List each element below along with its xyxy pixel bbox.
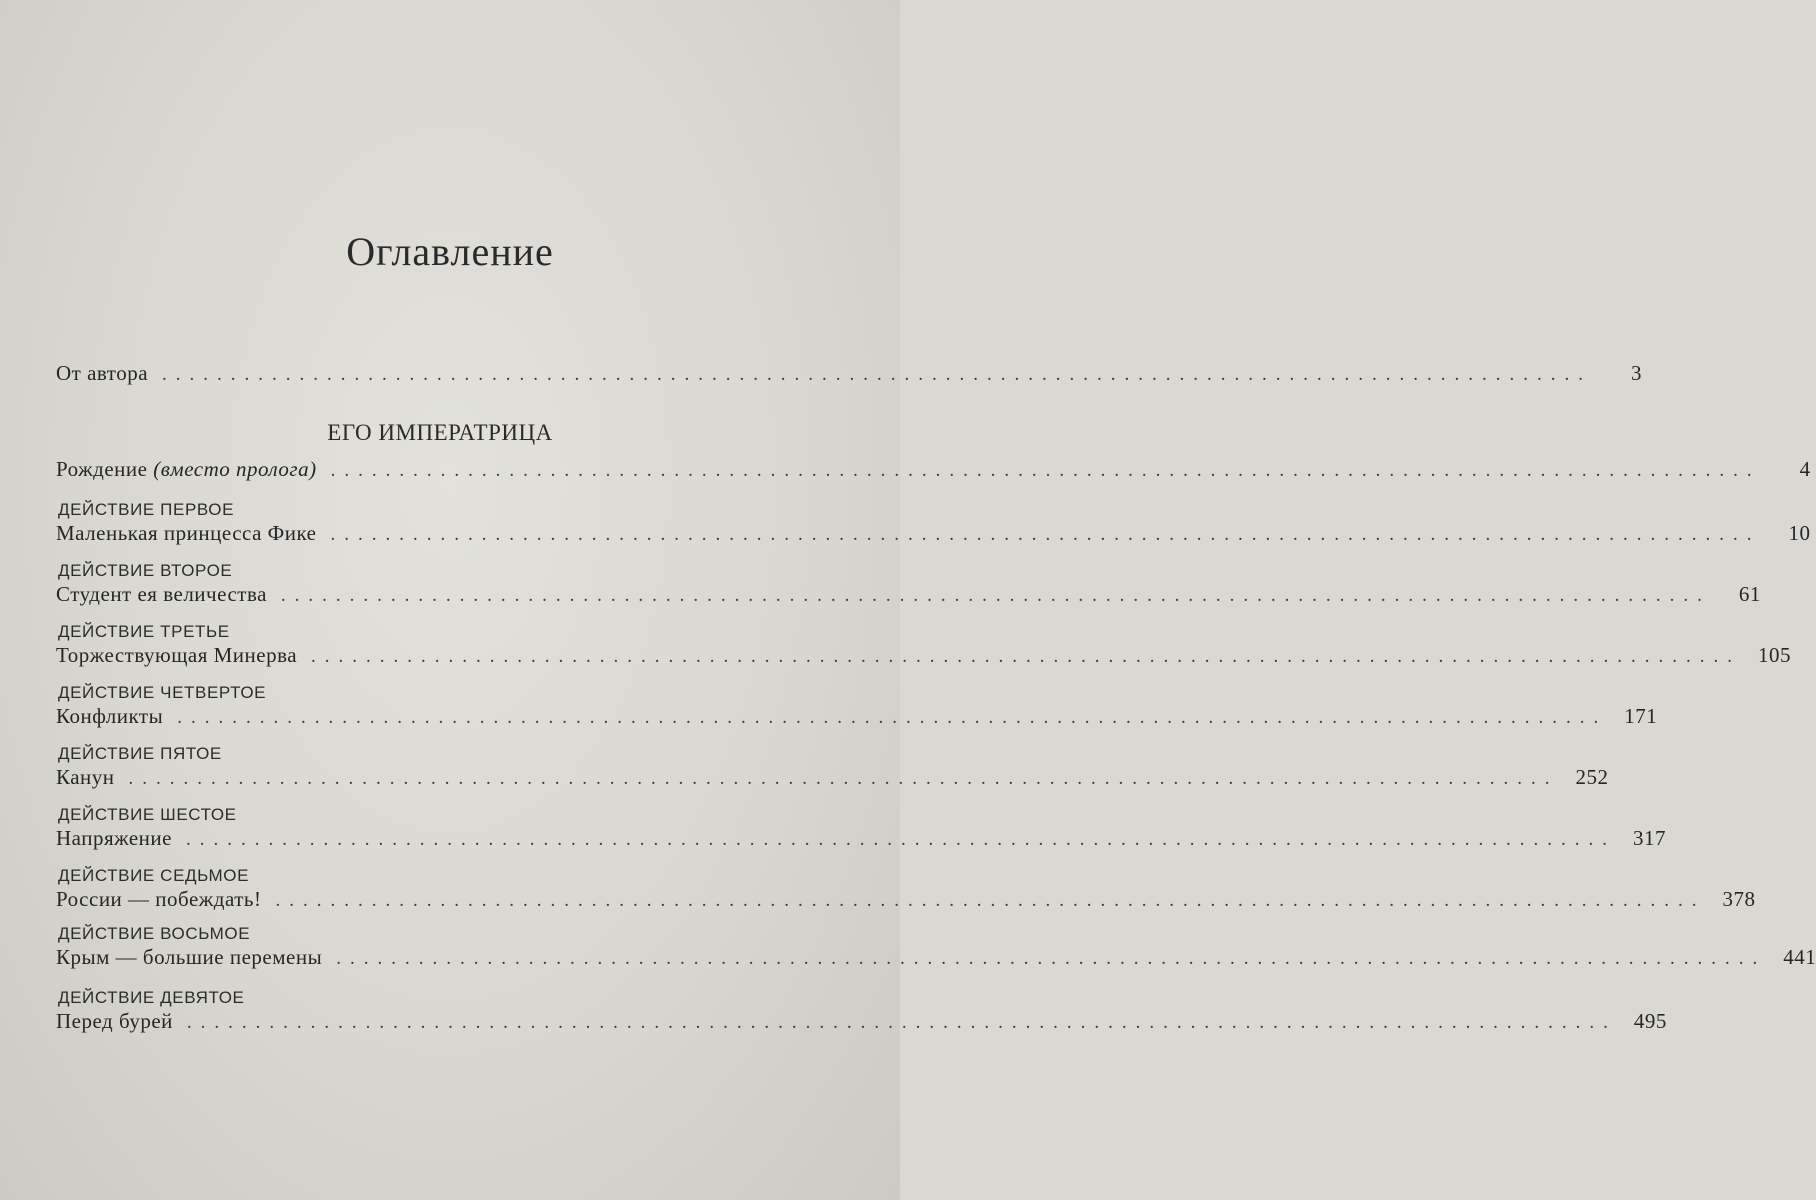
act-label: ДЕЙСТВИЕ ПЯТОЕ	[58, 744, 222, 763]
toc-line	[56, 1008, 1667, 1036]
page-number: 441	[1783, 945, 1816, 969]
act-label: ДЕЙСТВИЕ ЧЕТВЕРТОЕ	[58, 683, 267, 702]
dot-leader: ........................................................................................................	[336, 948, 1767, 969]
toc-entry-act-6	[56, 805, 1666, 853]
act-label: ДЕЙСТВИЕ ТРЕТЬЕ	[58, 622, 230, 641]
entry-title-italic: (вместо пролога)	[153, 457, 317, 481]
dot-leader: ........................................................................................................	[280, 585, 1711, 606]
toc-entry-act-3	[56, 622, 1792, 670]
toc-entry-act-8	[56, 924, 1816, 972]
toc-line	[56, 764, 1609, 792]
page-number: 4	[1799, 457, 1811, 481]
dot-leader: ........................................................................................................	[177, 707, 1608, 728]
act-label: ДЕЙСТВИЕ ВОСЬМОЕ	[58, 924, 251, 943]
dot-leader: ........................................................................................................	[275, 890, 1706, 911]
toc-line	[56, 642, 1792, 670]
dot-leader: ........................................................................................................	[311, 646, 1742, 667]
entry-title-main: Рождение	[56, 457, 154, 481]
page-number: 10	[1788, 521, 1811, 545]
dot-leader: ........................................................................................................	[162, 364, 1593, 385]
dot-leader: ........................................................................................................	[330, 460, 1761, 481]
dot-leader: ........................................................................................................	[330, 524, 1761, 545]
toc-line	[56, 581, 1761, 609]
toc-line	[56, 825, 1666, 853]
entry-title: Студент ея величества	[56, 582, 267, 606]
section-heading: ЕГО ИМПЕРАТРИЦА	[327, 420, 553, 445]
page-number: 495	[1633, 1009, 1667, 1033]
page-number: 378	[1722, 887, 1756, 911]
page-title: Оглавление	[346, 229, 554, 274]
toc-entry-act-1	[56, 500, 1811, 548]
toc-entry-act-5	[56, 744, 1609, 792]
toc-line	[56, 944, 1816, 972]
act-label: ДЕЙСТВИЕ СЕДЬМОЕ	[58, 866, 250, 885]
toc-entry-act-2	[56, 561, 1761, 609]
dot-leader: ........................................................................................................	[185, 829, 1616, 850]
toc-entry-act-9	[56, 988, 1667, 1036]
entry-title: Маленькая принцесса Фике	[56, 521, 317, 545]
entry-title	[56, 456, 317, 482]
entry-title: Канун	[56, 765, 115, 789]
toc-line	[56, 886, 1756, 914]
page-number: 3	[1631, 361, 1643, 385]
toc-line	[56, 703, 1658, 731]
dot-leader: ........................................................................................................	[128, 768, 1559, 789]
toc-line	[56, 456, 1811, 484]
entry-title: Торжествующая Минерва	[56, 643, 298, 667]
act-label: ДЕЙСТВИЕ ПЕРВОЕ	[58, 500, 235, 519]
toc-entry-preface	[56, 360, 1643, 388]
page-number: 317	[1632, 826, 1666, 850]
entry-title: Напряжение	[56, 826, 172, 850]
toc-line	[56, 520, 1811, 548]
page-number: 252	[1575, 765, 1609, 789]
toc-entry-act-7	[56, 866, 1756, 914]
page-number: 105	[1758, 643, 1792, 667]
entry-title: Крым — большие перемены	[56, 945, 323, 969]
entry-title: России — побеждать!	[56, 887, 262, 911]
act-label: ДЕЙСТВИЕ ШЕСТОЕ	[58, 805, 237, 824]
entry-title: Перед бурей	[56, 1009, 173, 1033]
entry-title: От автора	[56, 361, 149, 385]
toc-entry-act-4	[56, 683, 1658, 731]
page-number: 61	[1738, 582, 1761, 606]
entry-title: Конфликты	[56, 704, 164, 728]
dot-leader: ........................................................................................................	[186, 1012, 1617, 1033]
page-number: 171	[1624, 704, 1658, 728]
act-label: ДЕЙСТВИЕ ДЕВЯТОЕ	[58, 988, 245, 1007]
toc-line	[56, 360, 1643, 388]
act-label: ДЕЙСТВИЕ ВТОРОЕ	[58, 561, 233, 580]
toc-entry-prologue	[56, 456, 1811, 484]
